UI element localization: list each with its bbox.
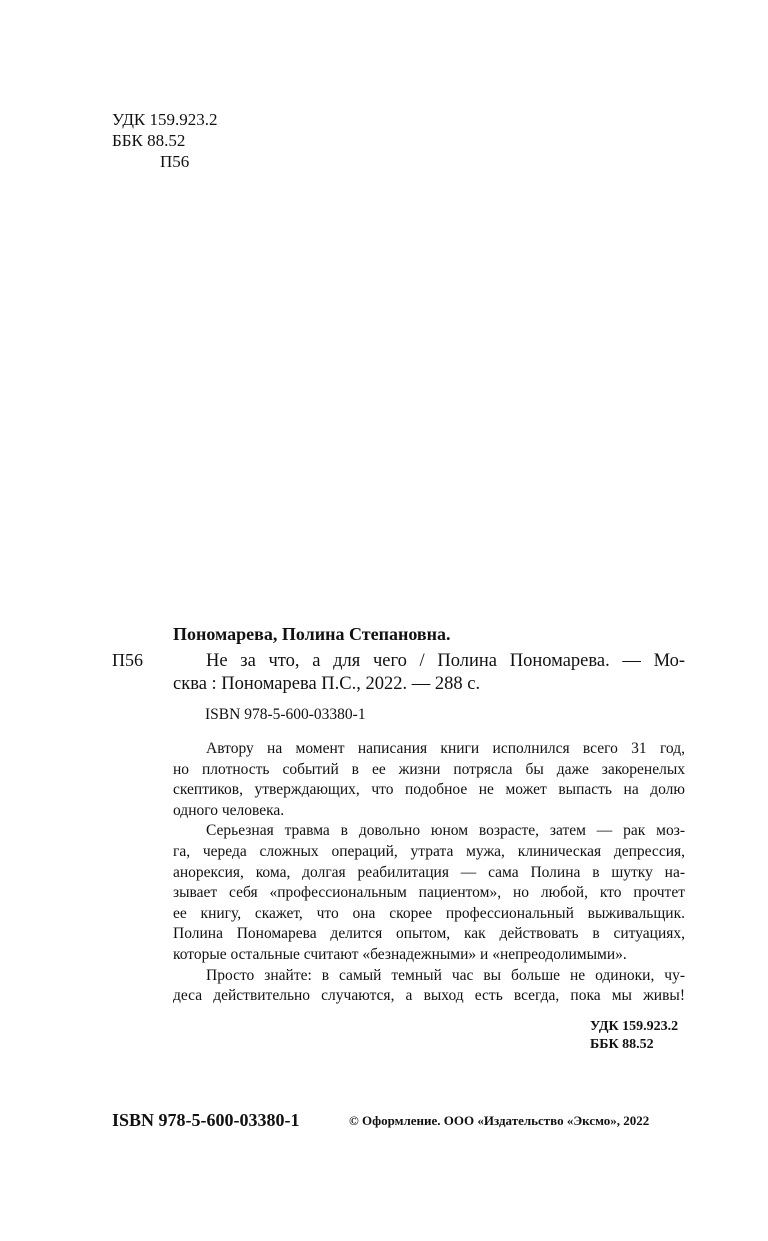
annotation-line: Просто знайте: в самый темный час вы больше не одиноки, чу- — [206, 966, 685, 984]
title-line: сква : Пономарева П.С., 2022. — 288 с. — [173, 674, 481, 694]
annotation-line: Автору на момент написания книги исполнился всего 31 год, — [206, 740, 685, 757]
annotation-line: анорексия, кома, долгая реабилитация — сама Полина в шутку на- — [173, 863, 685, 881]
classification-bbk: ББК 88.52 — [590, 1037, 654, 1052]
annotation-paragraph — [173, 821, 685, 965]
annotation-line: скептиков, утверждающих, что подобное не может выпасть на долю — [173, 781, 685, 799]
title-description — [173, 650, 685, 696]
annotation-line: ее книгу, скажет, что она скорее профессиональный выживальщик. — [173, 904, 685, 922]
annotation-line: Серьезная травма в довольно юном возрасте, затем — рак моз- — [206, 822, 685, 840]
annotation-line: Полина Пономарева делится опытом, как действовать в ситуациях, — [173, 925, 685, 943]
annotation-paragraph — [173, 739, 685, 821]
card-isbn: ISBN 978-5-600-03380-1 — [205, 706, 366, 723]
footer-isbn: ISBN 978-5-600-03380-1 — [112, 1110, 300, 1130]
bbk-code: ББК 88.52 — [112, 131, 186, 150]
catalog-code: П56 — [112, 650, 143, 670]
annotation — [173, 739, 685, 1007]
classification-udk: УДК 159.923.2 — [590, 1019, 679, 1034]
title-line: Не за что, а для чего / Полина Пономарева. — Мо- — [206, 651, 685, 671]
annotation-line: но плотность событий в ее жизни потрясла бы даже закоренелых — [173, 760, 685, 778]
annotation-line: одного человека. — [173, 801, 285, 819]
udk-code: УДК 159.923.2 — [112, 110, 218, 129]
annotation-line: зывает себя «профессиональным пациентом», но любой, кто прочтет — [173, 884, 685, 902]
annotation-line: га, череда сложных операций, утрата мужа, клиническая депрессия, — [173, 842, 685, 860]
author-mark: П56 — [160, 152, 190, 171]
author-heading: Пономарева, Полина Степановна. — [173, 624, 451, 644]
annotation-paragraph — [173, 966, 685, 1007]
copyright-notice: © Оформление. ООО «Издательство «Эксмо», 2022 — [349, 1113, 650, 1128]
classification-block — [590, 1018, 678, 1054]
annotation-line: которые остальные считают «безнадежными» и «непреодолимыми». — [173, 945, 627, 963]
annotation-line: деса действительно случаются, а выход есть всегда, пока мы живы! — [173, 987, 685, 1005]
